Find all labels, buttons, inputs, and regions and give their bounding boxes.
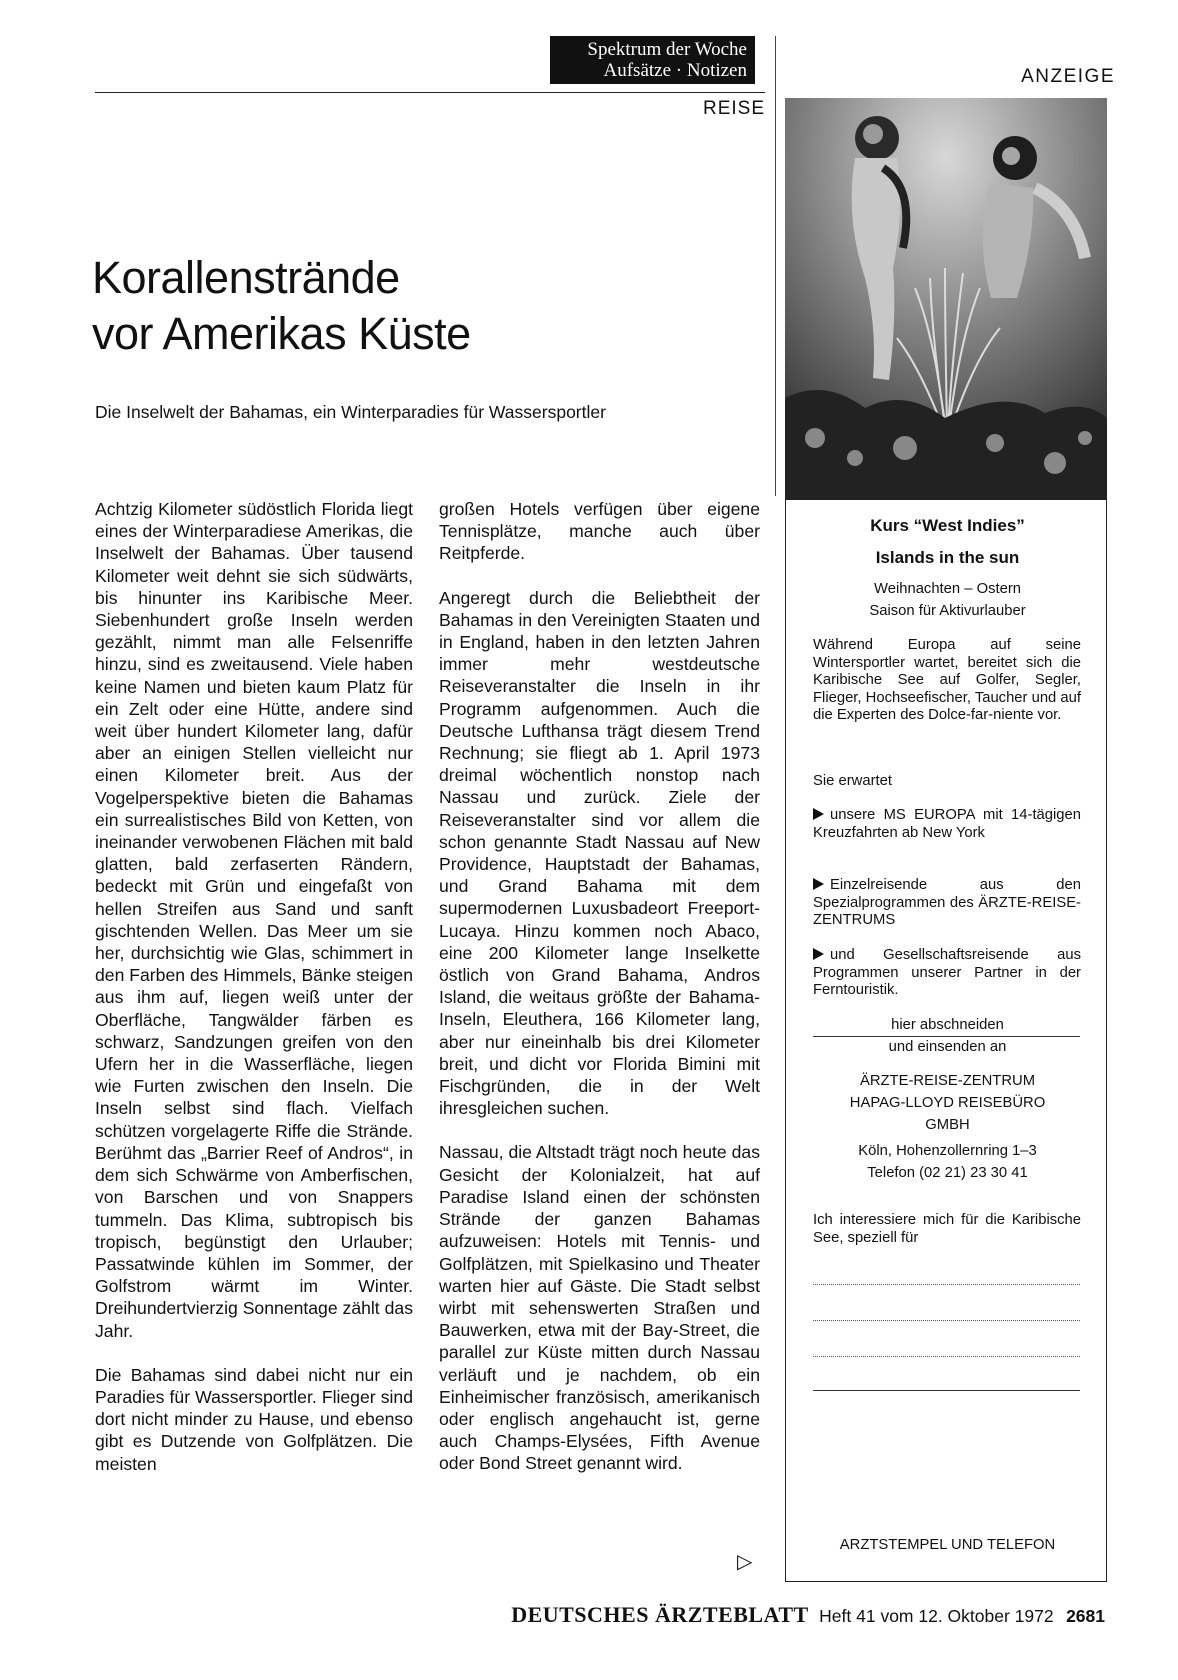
article-title: [92, 250, 732, 362]
issue-info: Heft 41 vom 12. Oktober 1972: [819, 1606, 1054, 1626]
header-rule: [95, 92, 765, 93]
ad-title-line-1: Kurs “West Indies”: [870, 516, 1025, 535]
continue-arrow-icon: ▷: [737, 1551, 753, 1573]
ad-bullet-text: Einzelreisende aus den Spezialprogrammen des ÄRZTE-REISE-ZENTRUMS: [813, 877, 1081, 929]
address-phone: Telefon (02 21) 23 30 41: [867, 1165, 1028, 1181]
address-city: Köln, Hohenzollernring 1–3: [858, 1143, 1037, 1159]
ad-expect: Sie erwartet: [813, 773, 892, 789]
page-number: 2681: [1066, 1606, 1105, 1626]
paragraph: Nassau, die Altstadt trägt noch heute das Gesicht der Kolonialzeit, hat auf Paradise Island einen der schönsten Strände der ganzen Bahamas aufzuweisen: Hotels mit Tennis- und Golfplätzen, mit Spielkasino und Theater warten hier auf Gäste. Die Stadt selbst wirbt mit sehenswerten Straßen und Bauwerken, etwa mit der Bay-Street, die parallel zur Küste mitten durch Nassau verläuft und je nachdem, ob ein Einheimischer französisch, amerikanisch oder englisch angehaucht ist, gerne auch Champs-Elysées, Fifth Avenue oder Bond Street genannt wird.: [439, 1142, 760, 1474]
ad-label: ANZEIGE: [1021, 66, 1115, 87]
interest-line-4[interactable]: [813, 1390, 1080, 1391]
interest-label: Ich interessiere mich für die Karibische See, speziell für: [813, 1212, 1081, 1246]
ad-title: [800, 510, 1095, 574]
interest-line-3[interactable]: [813, 1356, 1080, 1357]
cut-here-label: hier abschneiden: [891, 1017, 1004, 1033]
section-badge: [550, 36, 755, 84]
address-line-1: ÄRZTE-REISE-ZENTRUM: [859, 1073, 1036, 1089]
ad-title-line-2: Islands in the sun: [875, 548, 1020, 567]
interest-line-1[interactable]: [813, 1284, 1080, 1285]
paragraph: großen Hotels verfügen über eigene Tennisplätze, manche auch über Reitpferde.: [439, 499, 760, 564]
photo-illustration: [785, 98, 1107, 500]
article-subtitle: Die Inselwelt der Bahamas, ein Winterparadies für Wassersportler: [95, 402, 606, 422]
page-footer: [460, 1602, 1105, 1628]
ad-bullet-2: [813, 877, 1081, 930]
triangle-bullet-icon: [813, 878, 824, 890]
stamp-label: ARZTSTEMPEL UND TELEFON: [839, 1537, 1056, 1553]
badge-line-1: Spektrum der Woche: [587, 39, 747, 60]
paragraph: Achtzig Kilometer südöstlich Florida liegt eines der Winterparadiese Amerikas, die Inselwelt der Bahamas. Über tausend Kilometer weit dehnt sie sich südwärts, bis hinunter ins Karibische Meer. Siebenhundert große Inseln werden gezählt, nimmt man alle Felsenriffe hinzu, sind es zweitausend. Viele haben keine Namen und bieten kaum Platz für ein Zelt oder eine Hütte, andere sind weit über hundert Kilometer lang, dafür aber an einigen Stellen vielleicht nur einen Kilometer breit. Aus der Vogelperspektive bieten die Bahamas ein surrealistisches Bild von Ketten, von ineinander verwobenen Flächen mit bald glatten, bald zerfaserten Rändern, bedeckt mit Grün und eingefaßt von hellen Streifen aus Sand und sanft gischtenden Wellen. Das Meer um sie her, durchsichtig wie Glas, schimmert in den Farben des Himmels, Bänke steigen aus ihm auf, liegen weiß unter der Oberfläche, Tangwälder färben es schwarz, Sandzungen greifen von den Ufern her in die Wasserfläche, liegen wie Furten zwischen den Inseln. Die Inseln selbst sind flach. Vielfach schützen vorgelagerte Riffe die Strände. Berühmt das „Barrier Reef of Andros“, in dem sich Schwärme von Amberfischen, von Barschen und von Snappers tummeln. Das Klima, subtropisch bis tropisch, begünstigt den Urlauber; Passatwinde kühlen im Sommer, der Golfstrom wärmt im Winter. Dreihundertvierzig Sonnentage zählt das Jahr.: [95, 499, 413, 1341]
ad-bullet-text: und Gesellschaftsreisende aus Programmen unserer Partner in der Ferntouristik.: [813, 947, 1081, 999]
title-line-2: vor Amerikas Küste: [92, 308, 471, 359]
badge-line-2: Aufsätze · Notizen: [603, 60, 747, 81]
ad-season-line: Weihnachten – Ostern: [874, 581, 1021, 597]
article-column-1: [95, 498, 413, 1497]
cut-line: [813, 1036, 1080, 1037]
article-column-2: [439, 498, 760, 1497]
ad-bullet-text: unsere MS EUROPA mit 14-tägigen Kreuzfahrten ab New York: [813, 807, 1081, 841]
ad-season-sub: Saison für Aktivurlauber: [869, 603, 1026, 619]
ad-season: [800, 578, 1095, 622]
address-line-2: HAPAG-LLOYD REISEBÜRO: [849, 1095, 1046, 1111]
journal-name: DEUTSCHES ÄRZTEBLATT: [511, 1602, 809, 1627]
ad-bullet-1: [813, 807, 1081, 842]
column-divider: [775, 36, 776, 496]
send-to-label: und einsenden an: [888, 1039, 1007, 1055]
triangle-bullet-icon: [813, 808, 824, 820]
section-label: REISE: [702, 98, 765, 119]
interest-line-2[interactable]: [813, 1320, 1080, 1321]
divers-coral-photo: [785, 98, 1107, 500]
paragraph: Die Bahamas sind dabei nicht nur ein Paradies für Wassersportler. Flieger sind dort nicht minder zu Hause, und ebenso gibt es Dutzende von Golfplätzen. Die meisten: [95, 1364, 413, 1474]
triangle-bullet-icon: [813, 948, 824, 960]
paragraph: Angeregt durch die Beliebtheit der Bahamas in den Vereinigten Staaten und in England, haben in den letzten Jahren immer mehr westdeutsche Reiseveranstalter die Inseln in ihr Programm aufgenommen. Auch die Deutsche Lufthansa trägt diesem Trend Rechnung; sie fliegt ab 1. April 1973 dreimal wöchentlich nonstop nach Nassau und zurück. Ziele der Reiseveranstalter sind vor allem die schon genannte Stadt Nassau auf New Providence, Hauptstadt der Bahamas, und Grand Bahama mit dem supermodernen Luxusbadeort Freeport-Lucaya. Hinzu kommen noch Abaco, eine 200 Kilometer lange Inselkette östlich von Grand Bahama, Andros Island, die weitaus größte der Bahama-Inseln, Eleuthera, 166 Kilometer lang, aber nur eineinhalb bis drei Kilometer breit, und dicht vor Florida Bimini mit Fischgründen, die in der Welt ihresgleichen suchen.: [439, 587, 760, 1119]
ad-intro: Während Europa auf seine Wintersportler wartet, bereitet sich die Karibische See auf Golfer, Segler, Flieger, Hochseefischer, Taucher und auf die Experten des Dolce-far-niente vor.: [813, 637, 1081, 724]
ad-contact: [800, 1140, 1095, 1184]
ad-address: [800, 1070, 1095, 1136]
address-line-3: GMBH: [925, 1117, 970, 1133]
ad-bullet-3: [813, 947, 1081, 1000]
title-line-1: Korallenstrände: [92, 252, 400, 303]
